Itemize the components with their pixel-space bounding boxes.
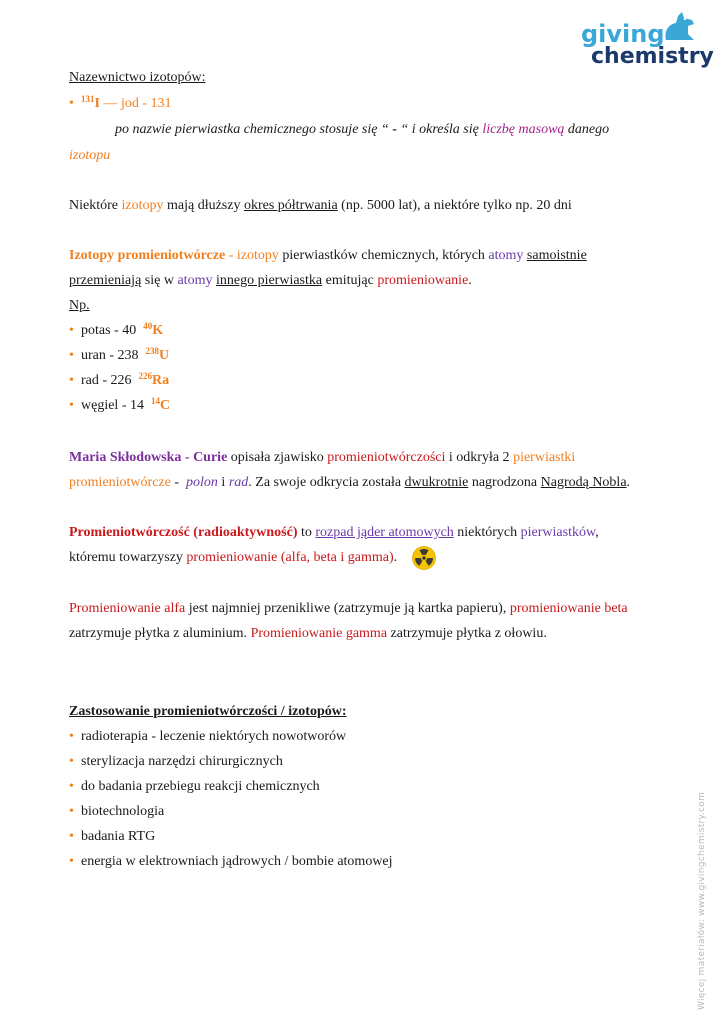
list-item — [69, 854, 393, 870]
radioactive-isotopes-definition — [69, 248, 587, 264]
term-transform: przemieniają — [69, 273, 142, 288]
list-item — [69, 323, 163, 339]
text: nagrodzona — [468, 475, 541, 490]
term-elements: pierwiastki — [513, 450, 576, 465]
bullet: • — [69, 729, 74, 744]
text: niektórych — [453, 525, 521, 540]
radiation-icon — [412, 546, 436, 570]
isotope-name: potas - 40 — [81, 323, 137, 338]
logo-word-chemistry: chemistry — [591, 44, 714, 69]
isotope-name: jod - 131 — [120, 96, 172, 111]
isotope-mass: 40 — [143, 321, 153, 331]
text: . — [393, 550, 398, 565]
mass-number-term: liczbę masową — [482, 122, 565, 137]
term-twice: dwukrotnie — [404, 475, 469, 490]
term-alpha: Promieniowanie alfa — [69, 601, 186, 616]
text: jest najmniej przenikliwe (zatrzymuje ją kartka papieru), — [185, 601, 510, 616]
bullet: • — [69, 398, 74, 413]
text: pierwiastków chemicznych, których — [278, 248, 489, 263]
text: to — [297, 525, 316, 540]
isotope-symbol: Ra — [152, 373, 170, 388]
text: zatrzymuje płytka z aluminium. — [69, 626, 251, 641]
bullet: • — [69, 323, 74, 338]
list-item — [69, 348, 169, 364]
penetration-paragraph-2 — [69, 626, 547, 642]
list-item — [69, 398, 170, 414]
bullet: • — [69, 373, 74, 388]
bullet: • — [69, 96, 74, 111]
term-other-element: innego pierwiastka — [215, 273, 323, 288]
term-atoms: atomy — [488, 248, 524, 263]
text: któremu towarzyszy — [69, 550, 187, 565]
rule-text: “ i określa się — [396, 122, 483, 137]
isotope-name: uran - 238 — [81, 348, 139, 363]
list-item — [69, 829, 155, 845]
rule-dash: - — [392, 122, 397, 137]
term-isotopes: izotopy — [236, 248, 279, 263]
rule-text: danego — [564, 122, 610, 137]
term-atoms: atomy — [177, 273, 213, 288]
text: - — [170, 475, 183, 490]
bullet: • — [69, 348, 74, 363]
term-radioactive: promieniotwórcze — [69, 475, 171, 490]
sidebar-website-text: Więcej materiałów: www.givingchemistry.com — [697, 791, 707, 1010]
text: . — [626, 475, 631, 490]
radioactivity-definition-2 — [69, 550, 397, 566]
list-item — [69, 373, 169, 389]
examples-label: Np. — [69, 298, 90, 313]
text: mają dłuższy — [163, 198, 244, 213]
radioactivity-definition — [69, 525, 599, 541]
text: i odkryła 2 — [445, 450, 514, 465]
isotope-name: rad - 226 — [81, 373, 132, 388]
penetration-paragraph — [69, 601, 628, 617]
application-item: biotechnologia — [81, 804, 165, 819]
application-item: energia w elektrowniach jądrowych / bombie atomowej — [81, 854, 393, 869]
bullet: • — [69, 754, 74, 769]
isotope-symbol: I — [94, 96, 100, 111]
isotope-mass: 238 — [145, 346, 160, 356]
isotope-symbol: U — [159, 348, 170, 363]
list-item — [69, 804, 164, 820]
term-radiation-types: promieniowanie (alfa, beta i gamma) — [186, 550, 394, 565]
bullet: • — [69, 829, 74, 844]
term-radiation: promieniowanie — [377, 273, 469, 288]
text: i — [217, 475, 229, 490]
list-item — [69, 754, 283, 770]
curie-paragraph — [69, 450, 575, 466]
term-spontaneously: samoistnie — [526, 248, 587, 263]
term-radioactivity: promieniotwórczości — [327, 450, 446, 465]
isotope-symbol: C — [159, 398, 171, 413]
isotope-mass: 14 — [150, 396, 160, 406]
list-item — [69, 729, 346, 745]
text: . — [468, 273, 472, 288]
text: (np. 5000 lat), a niektóre tylko np. 20 dni — [337, 198, 572, 213]
bullet: • — [69, 804, 74, 819]
text: , — [595, 525, 599, 540]
brand-logo — [578, 10, 714, 72]
term-nuclear-decay: rozpad jąder atomowych — [315, 525, 454, 540]
term-nobel-prize: Nagrodą Nobla — [540, 475, 627, 490]
isotope-name: węgiel - 14 — [81, 398, 144, 413]
term-radioactivity: Promieniotwórczość (radioaktywność) — [69, 525, 298, 540]
term-gamma: Promieniowanie gamma — [250, 626, 388, 641]
curie-paragraph-2 — [69, 475, 630, 491]
logo-word-giving: giving — [581, 20, 665, 48]
bullet: • — [69, 779, 74, 794]
term-isotopes: izotopy — [121, 198, 164, 213]
isotope-mass: 131 — [81, 94, 95, 104]
text: zatrzymuje płytka z ołowiu. — [387, 626, 547, 641]
rule-text: po nazwie pierwiastka chemicznego stosuje się “ — [115, 122, 393, 137]
term-elements: pierwiastków — [520, 525, 596, 540]
term-beta: promieniowanie beta — [509, 601, 628, 616]
isotope-mass: 226 — [138, 371, 153, 381]
application-item: sterylizacja narzędzi chirurgicznych — [81, 754, 283, 769]
nomenclature-example — [69, 96, 172, 112]
text: się w — [141, 273, 178, 288]
text: opisała zjawisko — [227, 450, 328, 465]
nomenclature-rule-end: izotopu — [69, 148, 111, 163]
nomenclature-heading: Nazewnictwo izotopów: — [69, 70, 206, 85]
text: . Za swoje odkrycia została — [248, 475, 405, 490]
example-dash: — — [99, 96, 121, 111]
curie-name: Maria Skłodowska - Curie — [69, 450, 228, 465]
term-radioactive-isotopes: Izotopy promieniotwórcze — [69, 248, 226, 263]
application-item: badania RTG — [81, 829, 156, 844]
application-item: do badania przebiegu reakcji chemicznych — [81, 779, 320, 794]
isotope-symbol: K — [152, 323, 164, 338]
application-item: radioterapia - leczenie niektórych nowotworów — [81, 729, 347, 744]
list-item — [69, 779, 320, 795]
text: emitując — [322, 273, 378, 288]
term-polonium: polon — [186, 475, 218, 490]
term-half-life: okres półtrwania — [243, 198, 338, 213]
dash: - — [225, 248, 237, 263]
bullet: • — [69, 854, 74, 869]
halflife-paragraph — [69, 198, 572, 214]
applications-heading: Zastosowanie promieniotwórczości / izotopów: — [69, 704, 347, 719]
term-radium: rad — [228, 475, 249, 490]
text: Niektóre — [69, 198, 122, 213]
nomenclature-rule — [115, 122, 609, 138]
radioactive-isotopes-definition-2 — [69, 273, 472, 289]
